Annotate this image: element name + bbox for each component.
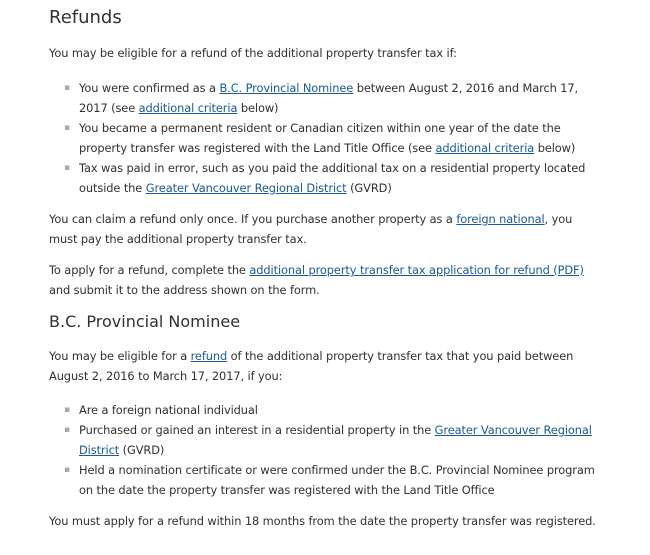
list-item	[64, 118, 600, 158]
apply-paragraph	[49, 260, 600, 300]
refund-link[interactable]: refund	[190, 349, 228, 363]
nominee-criteria-list	[49, 400, 600, 500]
paragraph-text: of the additional property transfer tax that you paid between August 2, 2016 to March 17, 2017, if you:	[49, 349, 574, 383]
list-item-text: below)	[237, 101, 279, 115]
list-item-text: below)	[534, 141, 576, 155]
list-item-text: (GVRD)	[119, 443, 165, 457]
nominee-intro	[49, 346, 600, 386]
list-item-text: Held a nomination certificate or were confirmed under the B.C. Provincial Nominee program on the date the property transfer was registered with the Land Title Office	[79, 463, 595, 497]
refunds-criteria-list	[49, 78, 600, 198]
list-item-text: Purchased or gained an interest in a residential property in the	[79, 423, 435, 437]
claim-once-paragraph	[49, 209, 600, 249]
list-item	[64, 400, 600, 420]
gvrd-link[interactable]: Greater Vancouver Regional District	[145, 181, 347, 195]
list-item-text: You were confirmed as a	[79, 81, 220, 95]
paragraph-text: To apply for a refund, complete the	[49, 263, 250, 277]
additional-criteria-link[interactable]: additional criteria	[138, 101, 238, 115]
gvrd-link[interactable]: Greater Vancouver Regional District	[79, 423, 592, 457]
list-item	[64, 78, 600, 118]
paragraph-text: You can claim a refund only once. If you purchase another property as a	[49, 212, 457, 226]
apply-deadline-paragraph: You must apply for a refund within 18 months from the date the property transfer was registered.	[49, 514, 596, 528]
list-item-text: (GVRD)	[346, 181, 392, 195]
additional-criteria-link[interactable]: additional criteria	[435, 141, 535, 155]
list-item	[64, 460, 600, 500]
list-item-text: You became a permanent resident or Canadian citizen within one year of the date the property transfer was registered with the Land Title Office (see	[79, 121, 561, 155]
list-item	[64, 158, 600, 198]
square-bullet-icon: ▪	[64, 405, 70, 415]
list-item-text: between August 2, 2016 and March 17, 2017 (see	[79, 81, 579, 115]
square-bullet-icon: ▪	[64, 83, 70, 93]
application-pdf-link[interactable]: additional property transfer tax application for refund (PDF)	[249, 263, 584, 277]
list-item	[64, 420, 600, 460]
square-bullet-icon: ▪	[64, 465, 70, 475]
refunds-intro: You may be eligible for a refund of the additional property transfer tax if:	[49, 46, 457, 60]
nominee-heading: B.C. Provincial Nominee	[49, 312, 241, 331]
square-bullet-icon: ▪	[64, 425, 70, 435]
foreign-national-link[interactable]: foreign national	[456, 212, 545, 226]
paragraph-text: You may be eligible for a	[49, 349, 191, 363]
paragraph-text: , you must pay the additional property transfer tax.	[49, 212, 573, 246]
bc-provincial-nominee-link[interactable]: B.C. Provincial Nominee	[219, 81, 354, 95]
list-item-text: Are a foreign national individual	[79, 403, 258, 417]
refunds-heading: Refunds	[49, 7, 122, 28]
square-bullet-icon: ▪	[64, 123, 70, 133]
list-item-text: Tax was paid in error, such as you paid the additional tax on a residential property located outside the	[79, 161, 586, 195]
square-bullet-icon: ▪	[64, 163, 70, 173]
paragraph-text: and submit it to the address shown on the form.	[49, 283, 320, 297]
